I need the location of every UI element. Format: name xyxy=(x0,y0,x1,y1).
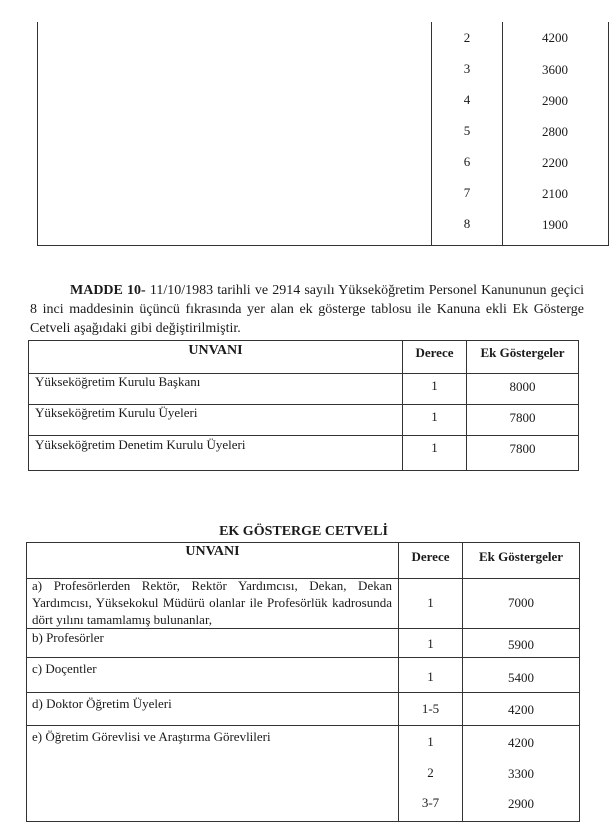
t2-row-derece: 2 xyxy=(427,765,434,780)
t1-row-derece: 1 xyxy=(431,409,438,424)
t2-row-derece: 1 xyxy=(427,636,434,651)
t2-row-gosterge: 4200 xyxy=(508,702,534,717)
top-derece: 5 xyxy=(463,123,471,138)
top-gosterge: 2200 xyxy=(542,155,568,170)
t1-row-unvan: Yükseköğretim Kurulu Üyeleri xyxy=(35,405,198,420)
t1-row-unvan: Yükseköğretim Kurulu Başkanı xyxy=(35,374,201,389)
top-gosterge: 4200 xyxy=(542,30,568,45)
t1-row-gosterge: 7800 xyxy=(509,441,536,456)
t2-row-unvan: c) Doçentler xyxy=(32,661,97,676)
t2-row-gosterge: 3300 xyxy=(508,766,534,781)
t2-header-gosterge: Ek Göstergeler xyxy=(478,549,564,564)
t2-row-gosterge: 7000 xyxy=(508,595,534,610)
top-derece: 7 xyxy=(463,185,471,200)
t1-header-derece: Derece xyxy=(415,345,454,360)
top-derece: 3 xyxy=(463,61,471,76)
t1-row-gosterge: 8000 xyxy=(509,379,536,394)
top-gosterge: 2100 xyxy=(542,186,568,201)
madde-10-text: 11/10/1983 tarihli ve 2914 sayılı Yükseköğretim Personel Kanununun geçici 8 inci maddesinin üçüncü fıkrasında yer alan ek gösterge tablosu ile Kanuna ekli Ek Gösterge Cetveli aşağıdaki gibi değiştirilmiştir. xyxy=(30,283,585,336)
t1-row-gosterge: 7800 xyxy=(509,410,536,425)
t2-row-gosterge: 4200 xyxy=(508,735,534,750)
t1-row-derece: 1 xyxy=(431,440,438,455)
top-derece: 4 xyxy=(463,92,471,107)
t2-row-unvan: a) Profesörlerden Rektör, Rektör Yardımcısı, Dekan, Dekan Yardımcısı, Yüksekokul Müdürü olanlar ile Profesörlük kadrosunda dört yılını tamamlamış bulunanlar, xyxy=(32,578,392,627)
top-gosterge: 1900 xyxy=(542,217,568,232)
t2-row-derece: 3-7 xyxy=(421,795,440,810)
t2-header-unvan: UNVANI xyxy=(185,544,240,559)
t2-row-gosterge: 5400 xyxy=(508,670,534,685)
table-2-title: EK GÖSTERGE CETVELİ xyxy=(219,524,388,539)
t2-row-derece: 1 xyxy=(427,734,434,749)
top-derece: 6 xyxy=(463,154,471,169)
madde-10-paragraph xyxy=(30,281,584,338)
t1-header-unvan: UNVANI xyxy=(188,343,243,358)
top-gosterge: 3600 xyxy=(542,62,568,77)
top-derece: 8 xyxy=(463,216,471,231)
t2-row-unvan: e) Öğretim Görevlisi ve Araştırma Görevlileri xyxy=(32,729,271,744)
t2-row-unvan: b) Profesörler xyxy=(32,630,104,645)
t2-row-gosterge: 5900 xyxy=(508,637,534,652)
t2-row-derece: 1 xyxy=(427,669,434,684)
t1-header-gosterge: Ek Göstergeler xyxy=(480,345,565,360)
t2-row-unvan: d) Doktor Öğretim Üyeleri xyxy=(32,696,172,711)
t2-row-gosterge: 2900 xyxy=(508,796,534,811)
t2-row-derece: 1 xyxy=(427,595,434,610)
t2-row-derece: 1-5 xyxy=(421,701,440,716)
top-gosterge: 2900 xyxy=(542,93,568,108)
t1-row-derece: 1 xyxy=(431,378,438,393)
madde-10-label: MADDE 10- xyxy=(70,283,146,298)
top-gosterge: 2800 xyxy=(542,124,568,139)
top-derece: 2 xyxy=(463,30,471,45)
t1-row-unvan: Yükseköğretim Denetim Kurulu Üyeleri xyxy=(35,437,246,452)
t2-header-derece: Derece xyxy=(411,549,450,564)
